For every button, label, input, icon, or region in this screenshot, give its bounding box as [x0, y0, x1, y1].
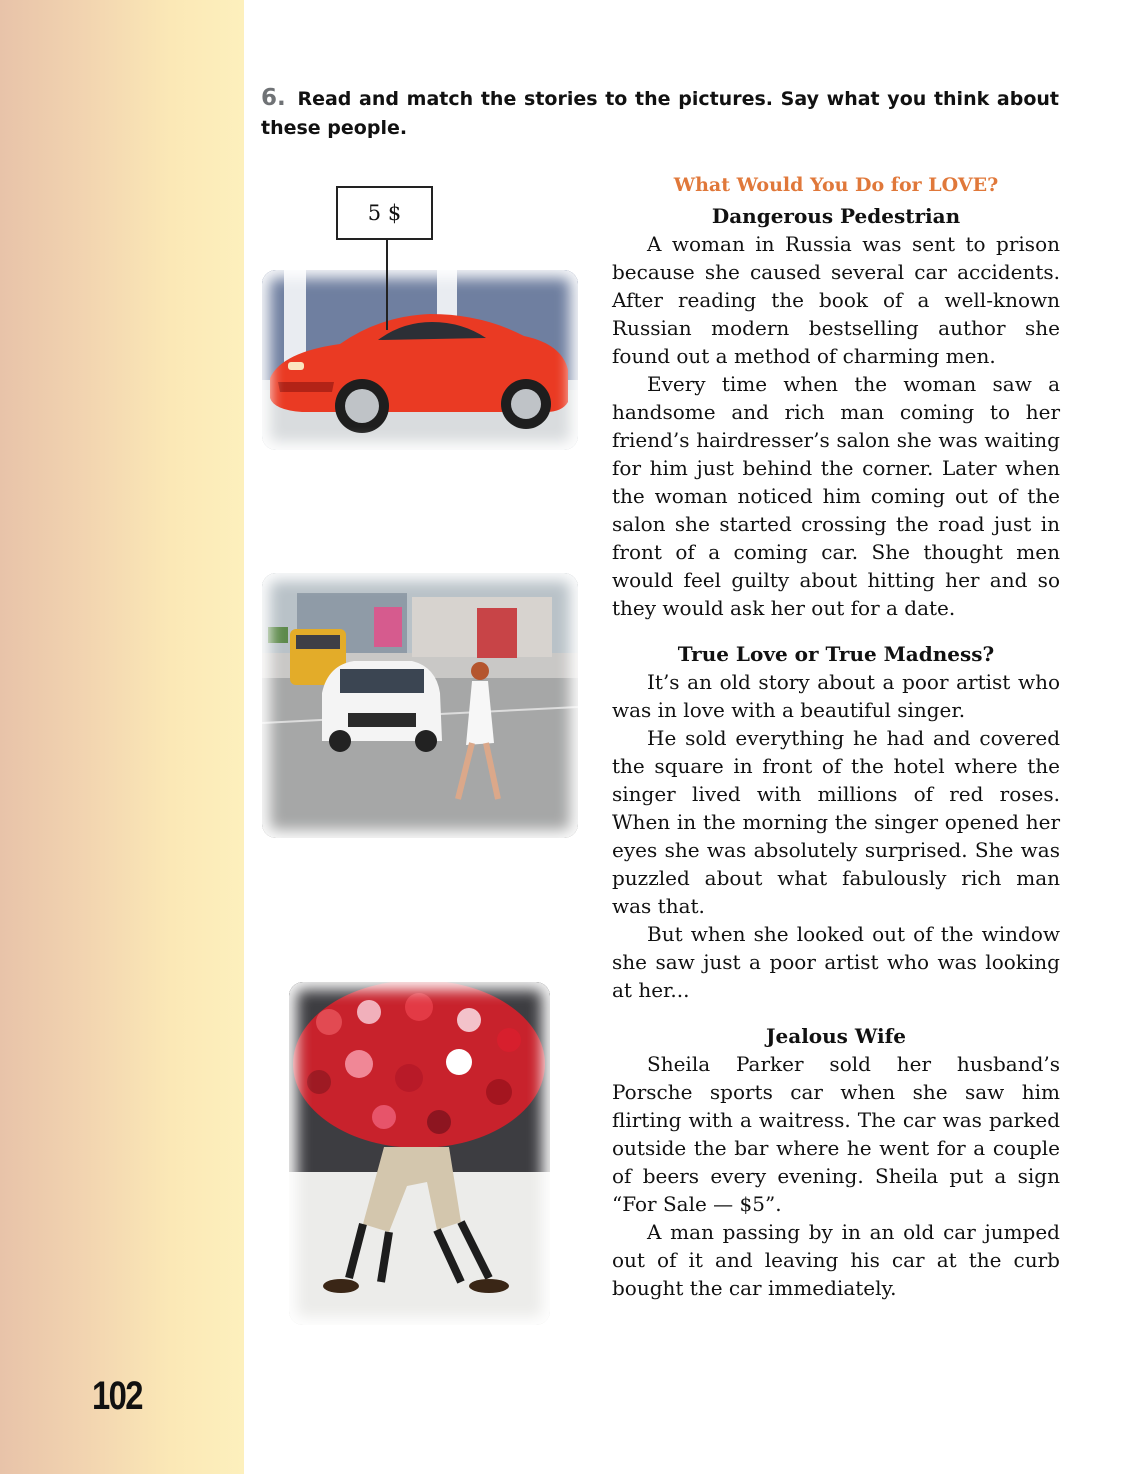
woman-crossing-street-photo — [262, 573, 578, 838]
story-paragraph: A man passing by in an old car jumped out of it and leaving his car at the curb bought the car immediately. — [612, 1220, 1060, 1300]
story-title-true-love: True Love or True Madness? — [677, 642, 995, 666]
price-sign-text: 5 $ — [367, 201, 402, 225]
story-paragraph: Sheila Parker sold her husband’s Porsche sports car when she saw him flirting with a waitress. The car was parked outside the bar where he went for a couple of beers every evening. Sheila put a sign “For Sale — $5”. — [612, 1052, 1060, 1216]
story-paragraph: But when she looked out of the window she saw just a poor artist who was looking at her... — [612, 922, 1060, 1002]
story-paragraph: It’s an old story about a poor artist who was in love with a beautiful singer. — [612, 670, 1060, 722]
task-number: 6. — [261, 85, 286, 111]
price-sign — [336, 186, 433, 240]
sign-post — [386, 240, 388, 330]
article-title: What Would You Do for LOVE? — [673, 174, 999, 196]
story-paragraph: A woman in Russia was sent to prison because she caused several car accidents. After reading the book of a well-known Russian modern bestselling author she found out a method of charming men. — [612, 232, 1060, 368]
story-paragraph: Every time when the woman saw a handsome and rich man coming to her friend’s hairdresser’s salon she was waiting for him just behind the corner. Later when the woman noticed him coming out of the salon she started crossing the road just in front of a coming car. She thought men would feel guilty about hitting her and so they would ask her out for a date. — [612, 372, 1060, 620]
task-text: Read and match the stories to the pictures. Say what you think about these people. — [261, 88, 1059, 139]
story-paragraph: He sold everything he had and covered the square in front of the hotel where the singer lived with millions of red roses. When in the morning the singer opened her eyes she was absolutely surprised. She was puzzled about what fabulously rich man was that. — [612, 726, 1060, 918]
story-title-jealous-wife: Jealous Wife — [766, 1024, 906, 1048]
page-number: 102 — [92, 1374, 142, 1418]
task-instruction — [261, 84, 1059, 143]
red-sports-car-photo — [262, 270, 578, 450]
article — [612, 169, 1060, 1302]
man-carrying-roses-photo — [289, 982, 550, 1325]
story-title-dangerous-pedestrian: Dangerous Pedestrian — [711, 204, 961, 228]
page-margin-strip — [0, 0, 244, 1474]
